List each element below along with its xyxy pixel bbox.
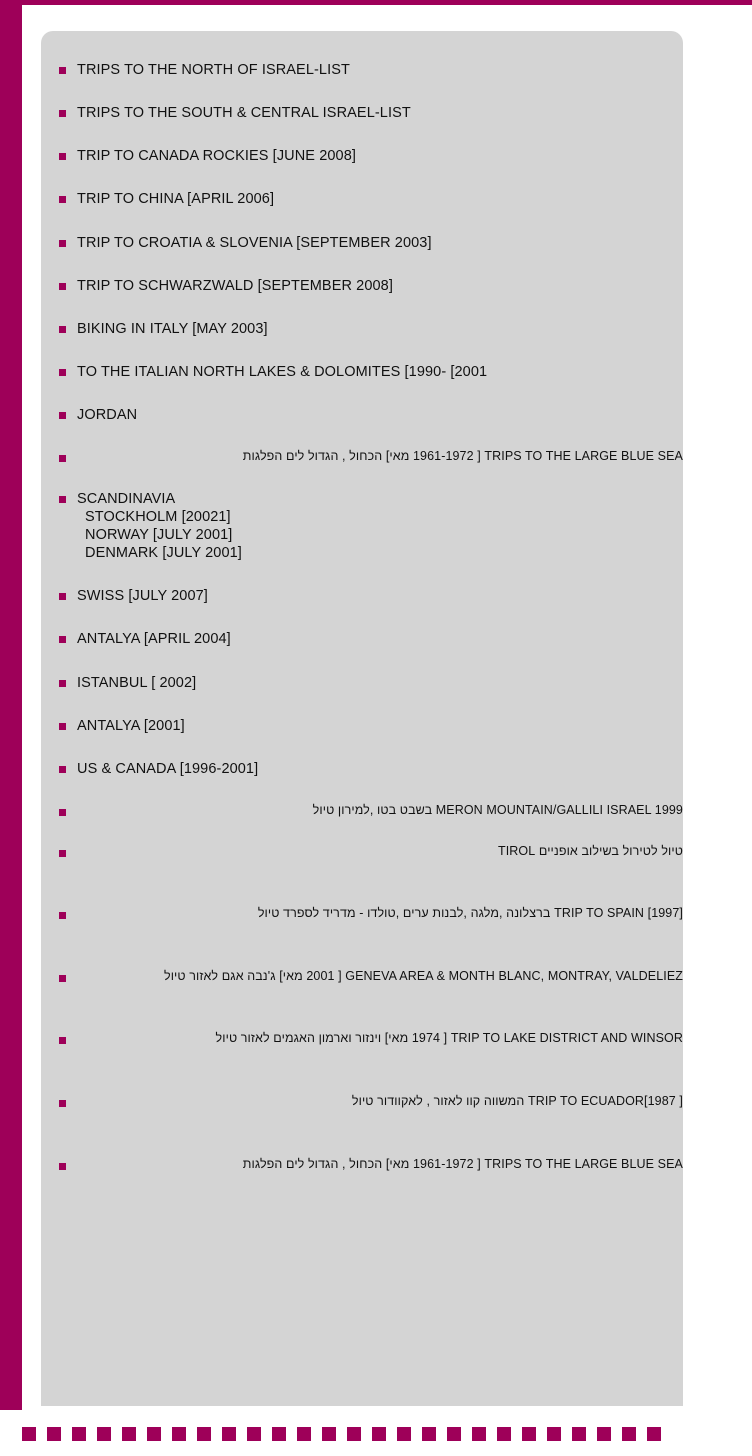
footer-square — [247, 1427, 261, 1441]
square-bullet-icon — [59, 1100, 66, 1107]
footer-square — [372, 1427, 386, 1441]
list-item-label: TRIP TO CANADA ROCKIES [JUNE 2008] — [77, 148, 356, 165]
list-item[interactable] — [41, 674, 683, 692]
list-item[interactable] — [41, 760, 683, 778]
list-item-sublabel[interactable]: DENMARK [JULY 2001] — [85, 545, 242, 562]
footer-square — [72, 1427, 86, 1441]
square-bullet-icon — [59, 496, 66, 503]
list-item-label: GENEVA AREA & MONTH BLANC, MONTRAY, VALDELIEZ [ 2001 מאי] ג'נבה אגם לאזור טיול — [163, 968, 683, 983]
list-item[interactable] — [41, 717, 683, 735]
footer-square — [647, 1427, 661, 1441]
square-bullet-icon — [59, 369, 66, 376]
footer-square — [347, 1427, 361, 1441]
list-item[interactable] — [41, 406, 683, 424]
footer-square — [322, 1427, 336, 1441]
list-item-label: MERON MOUNTAIN/GALLILI ISRAEL 1999 בשבט בטו ,למירון טיול — [312, 802, 683, 817]
square-bullet-icon — [59, 153, 66, 160]
square-bullet-icon — [59, 912, 66, 919]
list-item[interactable] — [41, 969, 683, 985]
square-bullet-icon — [59, 636, 66, 643]
square-bullet-icon — [59, 67, 66, 74]
list-item[interactable] — [41, 277, 683, 295]
footer-square — [22, 1427, 36, 1441]
footer-square — [472, 1427, 486, 1441]
trips-list-container — [41, 61, 683, 1406]
list-item-label: TRIPS TO THE NORTH OF ISRAEL-LIST — [77, 62, 350, 78]
footer-square — [597, 1427, 611, 1441]
footer-square — [397, 1427, 411, 1441]
footer-square-row — [22, 1427, 702, 1441]
list-item-label: TRIP TO CHINA [APRIL 2006] — [77, 191, 275, 208]
square-bullet-icon — [59, 326, 66, 333]
list-item-label: ANTALYA [APRIL 2004] — [77, 631, 231, 648]
list-item-label: US & CANADA [1996-2001] — [77, 760, 259, 777]
list-item-label: TRIP TO SPAIN [1997] ברצלונה ,מלגה ,לבנות ערים ,טולדו - מדריד לספרד טיול — [257, 906, 683, 921]
footer-square — [122, 1427, 136, 1441]
list-item[interactable] — [41, 1094, 683, 1110]
footer-square — [97, 1427, 111, 1441]
footer-square — [497, 1427, 511, 1441]
footer-square — [547, 1427, 561, 1441]
list-item-label: JORDAN — [77, 407, 138, 423]
square-bullet-icon — [59, 196, 66, 203]
footer-square — [622, 1427, 636, 1441]
square-bullet-icon — [59, 680, 66, 687]
list-item[interactable] — [41, 1157, 683, 1173]
footer-square — [197, 1427, 211, 1441]
list-item-label: טיול לטירול בשילוב אופניים TIROL — [497, 843, 683, 858]
list-item-sublabel[interactable]: NORWAY [JULY 2001] — [85, 527, 233, 543]
list-item[interactable] — [41, 587, 683, 605]
list-item[interactable] — [41, 490, 683, 563]
list-item-label: TRIPS TO THE LARGE BLUE SEA [ 1961-1972 מאי] הכחול , הגדול לים הפלגות — [242, 1156, 683, 1171]
list-item-label: TRIPS TO THE SOUTH & CENTRAL ISRAEL-LIST — [77, 105, 411, 122]
top-accent-bar — [0, 0, 752, 5]
square-bullet-icon — [59, 593, 66, 600]
list-item-label: TRIP TO SCHWARZWALD [SEPTEMBER 2008] — [77, 277, 393, 294]
list-item-label: TO THE ITALIAN NORTH LAKES & DOLOMITES [1990- [2001 — [77, 363, 488, 380]
list-item[interactable] — [41, 906, 683, 922]
list-item[interactable] — [41, 803, 683, 819]
trips-list — [41, 61, 683, 1172]
list-item[interactable] — [41, 234, 683, 252]
footer-square — [47, 1427, 61, 1441]
list-item-label: ISTANBUL [ 2002] — [77, 674, 197, 691]
list-item[interactable] — [41, 190, 683, 208]
footer-square — [572, 1427, 586, 1441]
footer-square — [447, 1427, 461, 1441]
content-panel — [41, 31, 683, 1406]
list-item[interactable] — [41, 320, 683, 338]
square-bullet-icon — [59, 1037, 66, 1044]
square-bullet-icon — [59, 240, 66, 247]
list-item[interactable] — [41, 449, 683, 465]
square-bullet-icon — [59, 975, 66, 982]
list-item-label: SWISS [JULY 2007] — [77, 588, 208, 605]
left-accent-stripe — [0, 0, 22, 1456]
footer-square — [522, 1427, 536, 1441]
list-item-label: ANTALYA [2001] — [77, 717, 185, 734]
square-bullet-icon — [59, 766, 66, 773]
square-bullet-icon — [59, 283, 66, 290]
list-item-sublabel[interactable]: STOCKHOLM [20021] — [85, 508, 231, 525]
square-bullet-icon — [59, 110, 66, 117]
list-item-label: SCANDINAVIA — [77, 490, 176, 507]
list-item-label: TRIP TO LAKE DISTRICT AND WINSOR [ 1974 מאי] וינזור וארמון האגמים לאזור טיול — [215, 1031, 683, 1046]
footer-square — [422, 1427, 436, 1441]
square-bullet-icon — [59, 412, 66, 419]
square-bullet-icon — [59, 1163, 66, 1170]
square-bullet-icon — [59, 809, 66, 816]
list-item-label: TRIP TO CROATIA & SLOVENIA [SEPTEMBER 2003] — [77, 234, 432, 251]
list-item[interactable] — [41, 1031, 683, 1047]
list-item-label: TRIPS TO THE LARGE BLUE SEA [ 1961-1972 מאי] הכחול , הגדול לים הפלגות — [242, 449, 683, 464]
square-bullet-icon — [59, 723, 66, 730]
list-item-label: TRIP TO ECUADOR[1987 ] המשווה קוו לאזור , לאקוודור טיול — [351, 1094, 683, 1108]
footer-square — [297, 1427, 311, 1441]
list-item-label: BIKING IN ITALY [MAY 2003] — [77, 320, 268, 337]
square-bullet-icon — [59, 850, 66, 857]
list-item[interactable] — [41, 104, 683, 122]
footer-square — [222, 1427, 236, 1441]
list-item[interactable] — [41, 630, 683, 648]
list-item[interactable] — [41, 147, 683, 165]
footer-square — [147, 1427, 161, 1441]
footer-square — [272, 1427, 286, 1441]
list-item[interactable] — [41, 363, 683, 381]
list-item[interactable] — [41, 61, 683, 79]
list-item[interactable] — [41, 844, 683, 860]
square-bullet-icon — [59, 455, 66, 462]
footer-square — [172, 1427, 186, 1441]
